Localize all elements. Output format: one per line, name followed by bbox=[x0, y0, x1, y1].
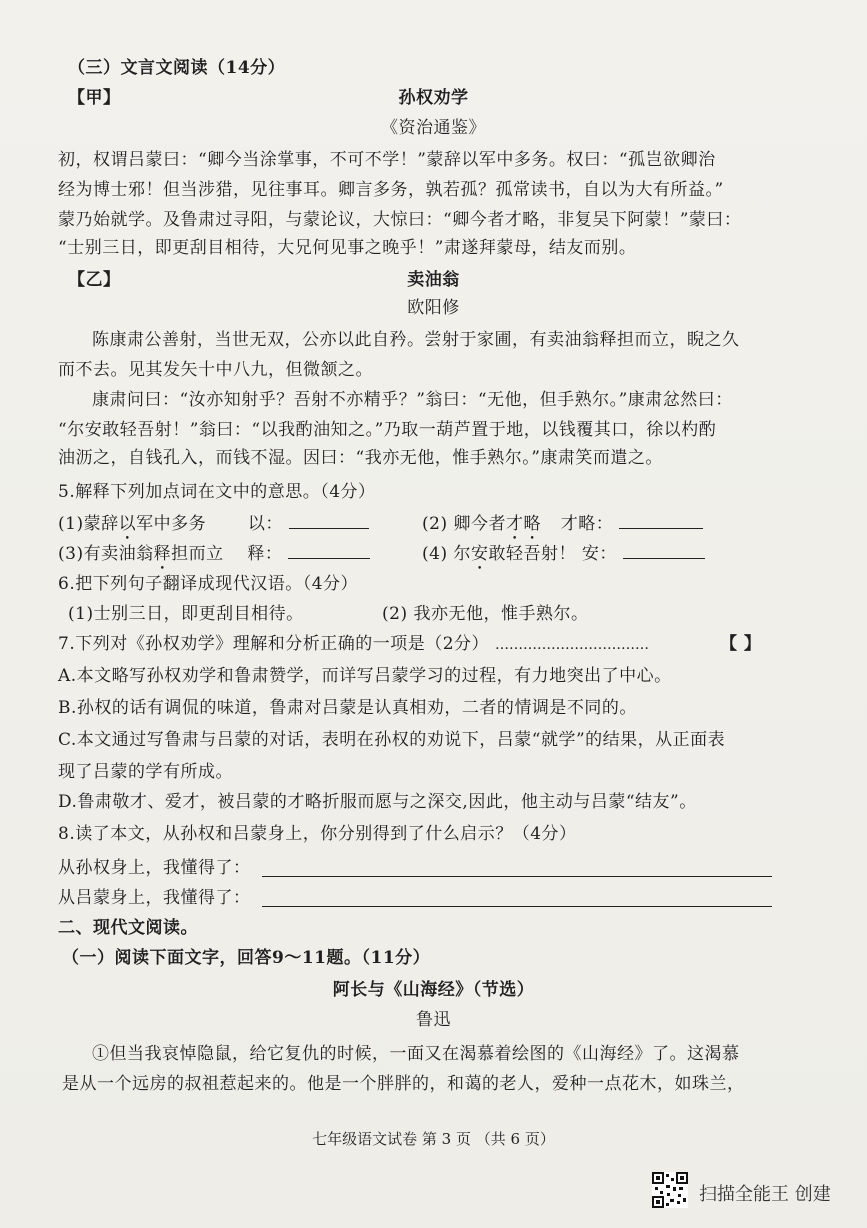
q7-stem: 7.下列对《孙权劝学》理解和分析正确的一项是（2分） bbox=[58, 634, 490, 654]
q8-stem: 8.读了本文，从孙权和吕蒙身上，你分别得到了什么启示？（4分） bbox=[58, 824, 577, 844]
q8-line-2: 从吕蒙身上，我懂得了： bbox=[58, 888, 251, 908]
jia-title: 孙权劝学 bbox=[398, 88, 469, 108]
scanner-watermark: 扫描全能王 创建 bbox=[699, 1184, 831, 1205]
q5-item3-suffix: 担而立 bbox=[171, 544, 224, 564]
yi-tag: 【乙】 bbox=[68, 270, 121, 290]
q5-item1-blank[interactable] bbox=[289, 512, 369, 529]
q5-item3-label: 释： bbox=[247, 544, 283, 564]
q5-item3-blank[interactable] bbox=[288, 542, 370, 559]
q5-item2-blank[interactable] bbox=[619, 512, 703, 529]
q5-item2-dotted: 才略 bbox=[505, 514, 541, 534]
article-title: 阿长与《山海经》（节选） bbox=[332, 980, 535, 1000]
yi-text-line: “尔安敢轻吾射！”翁曰：“以我酌油知之。”乃取一葫芦置于地，以钱覆其口，徐以杓酌 bbox=[58, 420, 717, 440]
jia-text-line: 蒙乃始就学。及鲁肃过寻阳，与蒙论议，大惊曰：“卿今者才略，非复吴下阿蒙！”蒙曰： bbox=[58, 210, 742, 230]
q5-item4-suffix: 敢轻吾射！ bbox=[488, 544, 576, 564]
q7-stem-row bbox=[58, 632, 649, 657]
q7-option: B.孙权的话有调侃的味道，鲁肃对吕蒙是认真相劝，二者的情调是不同的。 bbox=[58, 698, 637, 718]
q5-item-1 bbox=[58, 512, 369, 544]
part2-sub-heading: （一）阅读下面文字，回答9～11题。（11分） bbox=[62, 948, 431, 968]
q5-item4-prefix: (4) 尔 bbox=[422, 544, 471, 564]
q5-item1-suffix: 军中多务 bbox=[136, 514, 207, 534]
q7-option: C.本文通过写鲁肃与吕蒙的对话，表明在孙权的劝说下，吕蒙“就学”的结果，从正面表 bbox=[58, 730, 726, 750]
jia-text-line: 初，权谓吕蒙曰：“卿今当涂掌事，不可不学！”蒙辞以军中多务。权曰：“孤岂欲卿治 bbox=[58, 150, 716, 170]
q6-stem: 6.把下列句子翻译成现代汉语。（4分） bbox=[58, 574, 359, 594]
q5-item4-blank[interactable] bbox=[623, 542, 705, 559]
yi-text-line: 而不去。见其发矢十中八九，但微颔之。 bbox=[58, 360, 373, 380]
jia-tag: 【甲】 bbox=[68, 88, 121, 108]
yi-text-line: 康肃问曰：“汝亦知射乎？吾射不亦精乎？”翁曰：“无他，但手熟尔。”康肃忿然曰： bbox=[92, 390, 733, 410]
q6-item-1: (1)士别三日，即更刮目相待。 bbox=[68, 604, 304, 624]
q5-item1-prefix: (1)蒙辞 bbox=[58, 514, 119, 534]
q5-item1-label: 以： bbox=[247, 514, 283, 534]
q7-option: A.本文略写孙权劝学和鲁肃赞学，而详写吕蒙学习的过程，有力地突出了中心。 bbox=[58, 666, 672, 686]
q5-item1-dotted: 以 bbox=[118, 514, 137, 534]
article-para-line: ①但当我哀悼隐鼠，给它复仇的时候，一面又在渴慕着绘图的《山海经》了。这渴慕 bbox=[92, 1044, 740, 1064]
q5-item2-label: 才略： bbox=[560, 514, 614, 534]
q8-answer-line-1[interactable] bbox=[262, 876, 772, 877]
jia-source: 《资治通鉴》 bbox=[381, 118, 486, 138]
jia-text-line: 经为博士邪！但当涉猎，见往事耳。卿言多务，孰若孤？孤常读书，自以为大有所益。” bbox=[58, 180, 724, 200]
part2-heading: 二、现代文阅读。 bbox=[58, 918, 198, 938]
yi-author: 欧阳修 bbox=[407, 298, 460, 318]
q5-item4-label: 安： bbox=[581, 544, 617, 564]
qr-code-icon bbox=[652, 1172, 688, 1208]
q5-item-4 bbox=[422, 542, 705, 574]
q6-item-2: (2) 我亦无他，惟手熟尔。 bbox=[382, 604, 589, 624]
article-para-line: 是从一个远房的叔祖惹起来的。他是一个胖胖的，和蔼的老人，爱种一点花木，如珠兰， bbox=[62, 1074, 745, 1094]
jia-text-line: “士别三日，即更刮目相待，大兄何见事之晚乎！”肃遂拜蒙母，结友而别。 bbox=[58, 238, 637, 258]
q7-option-continued: 现了吕蒙的学有所成。 bbox=[58, 762, 233, 782]
q7-dot-leader: …………………………… bbox=[494, 637, 649, 653]
q8-answer-line-2[interactable] bbox=[262, 906, 772, 907]
yi-text-line: 陈康肃公善射，当世无双，公亦以此自矜。尝射于家圃，有卖油翁释担而立，睨之久 bbox=[92, 330, 740, 350]
page-footer: 七年级语文试卷 第 3 页 （共 6 页） bbox=[312, 1130, 555, 1148]
q5-item-2 bbox=[422, 512, 703, 544]
q5-item3-prefix: (3)有卖油翁 bbox=[58, 544, 154, 564]
q5-item2-prefix: (2) 卿今者 bbox=[422, 514, 506, 534]
yi-text-line: 油沥之，自钱孔入，而钱不湿。因曰：“我亦无他，惟手熟尔。”康肃笑而遣之。 bbox=[58, 448, 663, 468]
q5-item-3 bbox=[58, 542, 370, 574]
q5-stem: 5.解释下列加点词在文中的意思。（4分） bbox=[58, 482, 376, 502]
q7-option: D.鲁肃敬才、爱才，被吕蒙的才略折服而愿与之深交,因此，他主动与吕蒙“结友”。 bbox=[58, 792, 697, 812]
article-author: 鲁迅 bbox=[416, 1010, 451, 1030]
q8-line-1: 从孙权身上，我懂得了： bbox=[58, 858, 251, 878]
yi-title: 卖油翁 bbox=[407, 270, 460, 290]
q5-item3-dotted: 释 bbox=[153, 544, 172, 564]
section-heading: （三）文言文阅读（14分） bbox=[68, 58, 286, 78]
q7-answer-bracket[interactable]: 【 】 bbox=[720, 634, 762, 654]
q5-item4-dotted: 安 bbox=[470, 544, 489, 564]
